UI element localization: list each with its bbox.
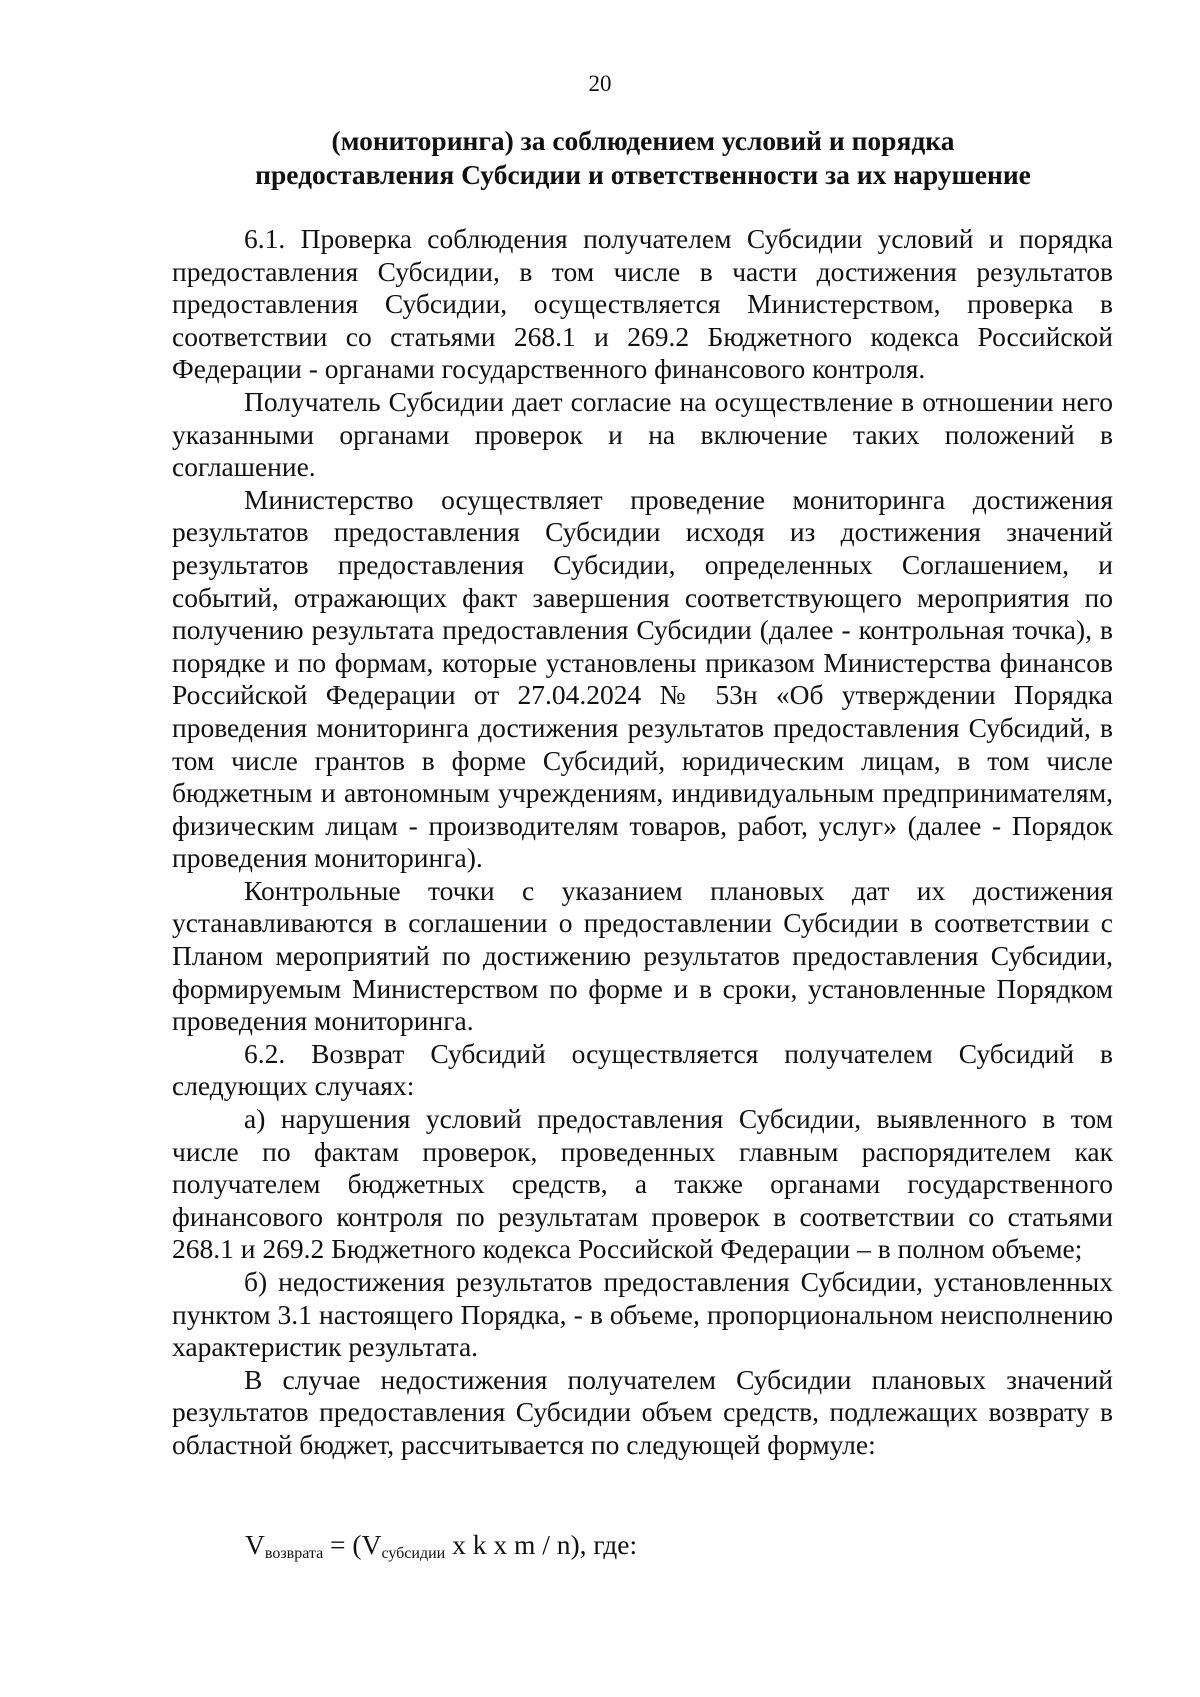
formula-sub-refund: возврата xyxy=(264,1545,324,1562)
formula-tail: x k x m / n), где: xyxy=(445,1529,638,1560)
document-body xyxy=(172,223,1113,1462)
paragraph-monitoring: Министерство осуществляет проведение мониторинга достижения результатов предоставления Субсидии исходя из достижения значений результатов предоставления Субсидии, определенных Соглашением, и событий, отражающих факт завершения соответствующего мероприятия по получению результата предоставления Субсидии (далее - контрольная точка), в порядке и по формам, которые установлены приказом Министерства финансов Российской Федерации от 27.04.2024 № 53н «Об утверждении Порядка проведения мониторинга достижения результатов предоставления Субсидий, в том числе грантов в форме Субсидий, юридическим лицам, в том числе бюджетным и автономным учреждениям, индивидуальным предпринимателям, физическим лицам - производителям товаров, работ, услуг» (далее - Порядок проведения мониторинга). xyxy=(172,483,1113,874)
refund-formula xyxy=(245,1528,637,1562)
section-heading-line-1: (мониторинга) за соблюдением условий и порядка xyxy=(331,125,955,156)
formula-sub-subsidy: субсидии xyxy=(381,1545,446,1562)
formula-open: = (V xyxy=(323,1529,382,1560)
formula-v-refund: V xyxy=(245,1529,265,1560)
paragraph-case-a: а) нарушения условий предоставления Субсидии, выявленного в том числе по фактам проверок, проведенных главным распорядителем как получателем бюджетных средств, а также органами государственного финансового контроля по результатам проверок в соответствии со статьями 268.1 и 269.2 Бюджетного кодекса Российской Федерации – в полном объеме; xyxy=(172,1103,1113,1265)
paragraph-case-b: б) недостижения результатов предоставления Субсидии, установленных пунктом 3.1 настоящего Порядка, - в объеме, пропорциональном неисполнению характеристик результата. xyxy=(172,1266,1113,1363)
section-heading xyxy=(160,124,1126,192)
paragraph-6-2: 6.2. Возврат Субсидий осуществляется получателем Субсидий в следующих случаях: xyxy=(172,1037,1113,1102)
paragraph-6-1: 6.1. Проверка соблюдения получателем Субсидии условий и порядка предоставления Субсидии, в том числе в части достижения результатов предоставления Субсидии, осуществляется Министерством, проверка в соответствии со статьями 268.1 и 269.2 Бюджетного кодекса Российской Федерации - органами государственного финансового контроля. xyxy=(172,223,1113,385)
paragraph-consent: Получатель Субсидии дает согласие на осуществление в отношении него указанными органами проверок и на включение таких положений в соглашение. xyxy=(172,385,1113,483)
section-heading-line-2: предоставления Субсидии и ответственности за их нарушение xyxy=(255,159,1031,190)
paragraph-formula-intro: В случае недостижения получателем Субсидии плановых значений результатов предоставления Субсидии объем средств, подлежащих возврату в областной бюджет, рассчитывается по следующей формуле: xyxy=(172,1363,1113,1460)
paragraph-control-points: Контрольные точки с указанием плановых дат их достижения устанавливаются в соглашении о предоставлении Субсидии в соответствии с Планом мероприятий по достижению результатов предоставления Субсидии, формируемым Министерством по форме и в сроки, установленные Порядком проведения мониторинга. xyxy=(172,874,1113,1037)
page-number: 20 xyxy=(588,71,612,96)
